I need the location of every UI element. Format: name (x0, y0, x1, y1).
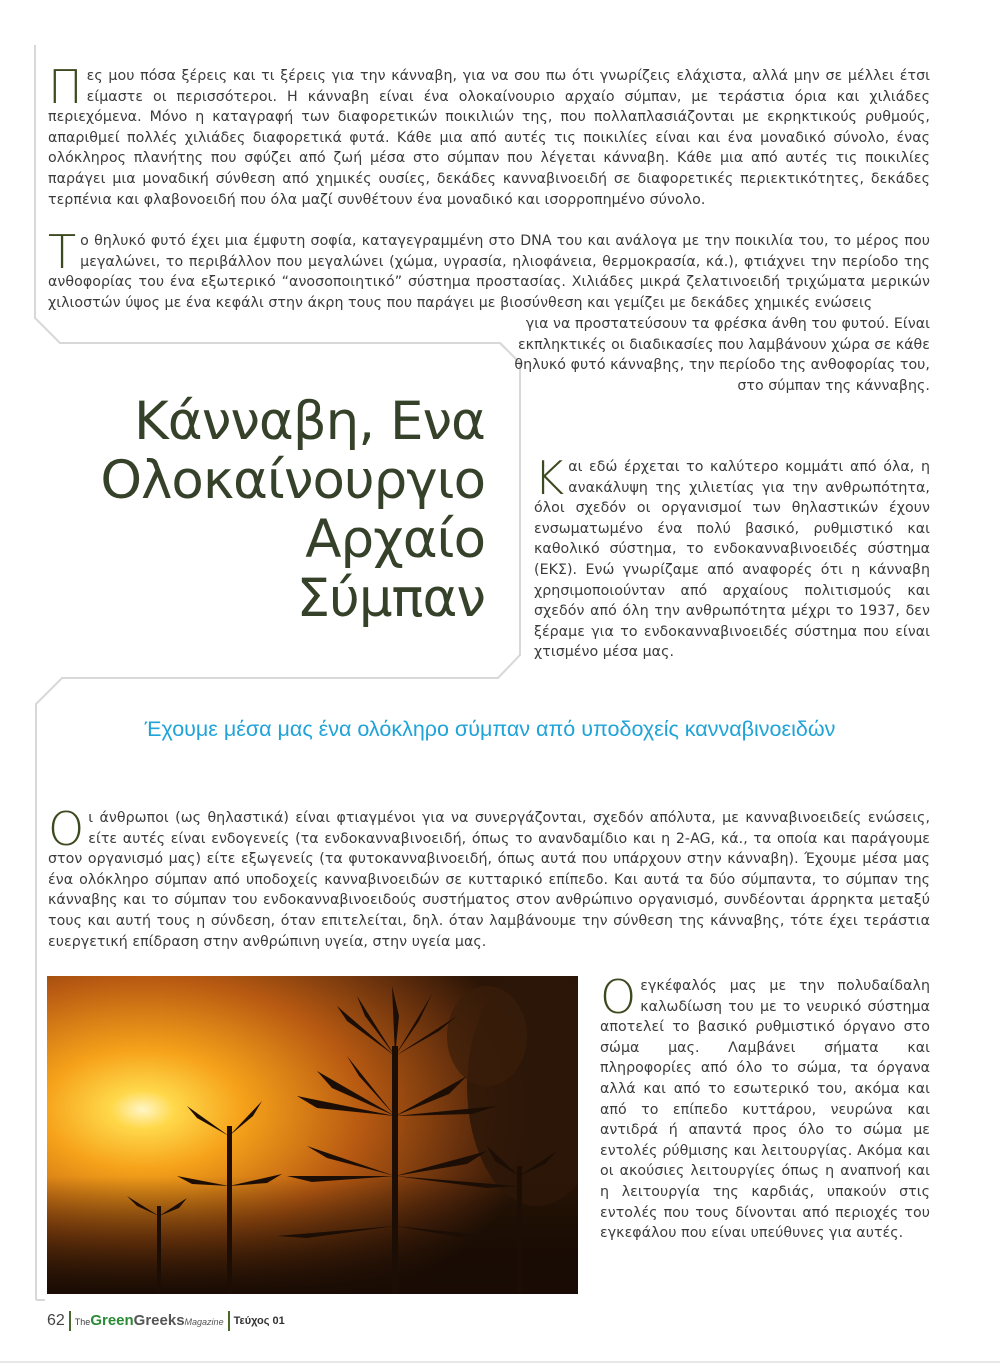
intro-text: ες μου πόσα ξέρεις και τι ξέρεις για την κάνναβη, για να σου πω ότι γνωρίζεις ελάχιστα, αλλά μην σε μέλλει έτσι είμαστε οι περισσότεροι. Η κάνναβη είναι ένα ολοκαίνουριο αρχαίο σύμπαν, με τεράστια όρια και χιλιάδες περιεχόμενα. Μόνο η καταγραφή των διαφορετικών ποικιλιών της, που πολλαπλασιάζονται με εκρηκτικούς ρυθμούς, απαριθμεί πολλές χιλιάδες διαφορετικά φυτά. Κάθε μια από αυτές τις ποικιλίες είναι και ένα μοναδικό σύνολο, ένας ολόκληρος πλανήτης που σφύζει από ζωή μέσα στο σύμπαν που λέγεται κάνναβη. Κάθε μια από αυτές τις ποικιλίες παράγει μια μοναδική σύνθεση από χημικές ουσίες, δεκάδες κανναβινοειδή σε διαφορετικές περιεκτικότητες, δεκάδες τερπένια και φλαβονοειδή που όλα μαζί συνθέτουν ένα μοναδικό και ισορροπημένο σύνολο. (48, 68, 930, 208)
bottom-rule (0, 1361, 1000, 1363)
title-line-3: Αρχαίο (305, 509, 485, 570)
female-plant-paragraph (48, 225, 930, 313)
humans-text: ι άνθρωποι (ως θηλαστικά) είναι φτιαγμένοι για να συνεργάζονται, σχεδόν απόλυτα, με κανναβινοειδείς ενώσεις, είτε αυτές είναι ενδογενείς (τα ενδοκανναβινοειδή, όπως το ανανδαμίδιο και η 2-AG, κά., τα οποία και παράγουμε στον οργανισμό μας) είτε εξωγενείς (τα φυτοκανναβινοειδή, όπως αυτά που υπάρχουν στην κάνναβη). Έχουμε μέσα μας ένα ολόκληρο σύμπαν από υποδοχείς κανναβινοειδών σε κυτταρικό επίπεδο. Και αυτά τα δύο σύμπαντα, το σύμπαν της κάνναβης και το σύμπαν του ενδοκανναβινοειδούς συστήματος στον ανθρώπινο οργανισμό, συνδέονται άρρηκτα μεταξύ τους και αυτή τους η σύνδεση, όταν επιτελείται, δηλ. όταν λαμβάνουμε την σύνθεση της κάνναβης, τότε έχει τεράστια ευεργετική επίδραση στην ανθρώπινη υγεία, στην υγεία μας. (48, 810, 930, 950)
footer-divider (69, 1311, 71, 1331)
brain-paragraph (600, 970, 930, 1244)
dropcap-brain: Ο (600, 970, 637, 1024)
female-plant-text: ο θηλυκό φυτό έχει μια έμφυτη σοφία, καταγεγραμμένη στο DNA του και ανάλογα με την ποικιλία του, το μέρος που μεγαλώνει, το περιβάλλον που μεγαλώνει (χώμα, υγρασία, ηλιοφάνεια, θερμοκρασία, κά.), φτιάχνει την περίοδο της ανθοφορίας του ένα εξωτερικό “ανοσοποιητικό” σύστημα προστασίας. Χιλιάδες μικρά ζελατινοειδή τριχώματα μερικών χιλιοστών ύψος με ένα κεφάλι στην άκρη τους που παράγει με βιοσύνθεση και γεμίζει με δεκάδες χημικές ενώσεις (48, 233, 930, 311)
page-footer (47, 1311, 285, 1331)
title-line-4: Σύμπαν (296, 568, 485, 629)
cannabis-sunset-photo (47, 976, 578, 1294)
magazine-logo (75, 1312, 224, 1330)
dropcap-female-plant: Τ (48, 225, 77, 279)
brand-magazine: Magazine (184, 1317, 224, 1327)
brain-text: εγκέφαλός μας με την πολυδαίδαλη καλωδίωση του με το νευρικό σύστημα αποτελεί το βασικό ρυθμιστικό όργανο στο σώμα μας. Λαμβάνει σήματα και πληροφορίες από όλο το σώμα, τα όργανα αλλά και από το εσωτερικό του, ακόμα και από το επίπεδο κυττάρου, νευρώνα και αντιδρά ή απαντά προς όλο το σώμα με εντολές ρύθμισης και λειτουργίας. Ακόμα και οι ακούσιες λειτουργίες όπως η αναπνοή και η λειτουργία της καρδιάς, υπακούν στις εντολές που τους δίνονται από περιοχές του εγκεφάλου που είναι υπεύθυνες για αυτές. (600, 978, 930, 1242)
intro-paragraph (48, 60, 930, 210)
dropcap-intro: Π (48, 60, 83, 114)
best-part-text: αι εδώ έρχεται το καλύτερο κομμάτι από όλα, η ανακάλυψη της χιλιετίας για την ανθρωπότητα, όλοι σχεδόν οι οργανισμοί των θηλαστικών έχουν ενσωματωμένο ένα πολύ βασικό, ρυθμιστικό και καθολικό σύστημα, το ενδοκανναβινοειδές σύστημα (ΕΚΣ). Ενώ γνωρίζαμε από αναφορές ότι η κάνναβη χρησιμοποιούνταν από αρχαίους πολιτισμούς και σχεδόν από όλη την ανθρωπότητα μέχρι το 1937, δεν ξέραμε για το ενδοκανναβινοειδές σύστημα που είναι χτισμένο μέσα μας. (534, 459, 930, 661)
article-title (90, 392, 485, 628)
title-line-1: Κάνναβη, Ενα (134, 391, 485, 452)
dropcap-humans: Ο (48, 802, 85, 856)
title-line-2: Ολοκαίνουργιο (100, 450, 485, 511)
best-part-paragraph (534, 451, 930, 663)
humans-paragraph (48, 802, 930, 952)
subheading: Έχουμε μέσα μας ένα ολόκληρο σύμπαν από υποδοχείς κανναβινοειδών (144, 717, 836, 741)
brand-greeks: Greeks (133, 1312, 185, 1329)
female-plant-continuation-text: για να προστατεύσουν τα φρέσκα άνθη του φυτού. Είναι εκπληκτικές οι διαδικασίες που λαμβάνουν χώρα σε κάθε θηλυκό φυτό κάνναβης, την περίοδο της ανθοφορίας του, στο σύμπαν της κάνναβης. (514, 316, 930, 394)
footer-divider-2 (228, 1311, 230, 1331)
female-plant-continuation (508, 314, 930, 396)
dropcap-best-part: Κ (534, 451, 565, 505)
brand-the: The (74, 1317, 91, 1327)
page-number: 62 (47, 1312, 65, 1329)
issue-label: Τεύχος 01 (233, 1315, 285, 1327)
brand-green: Green (90, 1312, 134, 1329)
photo-illustration (47, 976, 578, 1294)
